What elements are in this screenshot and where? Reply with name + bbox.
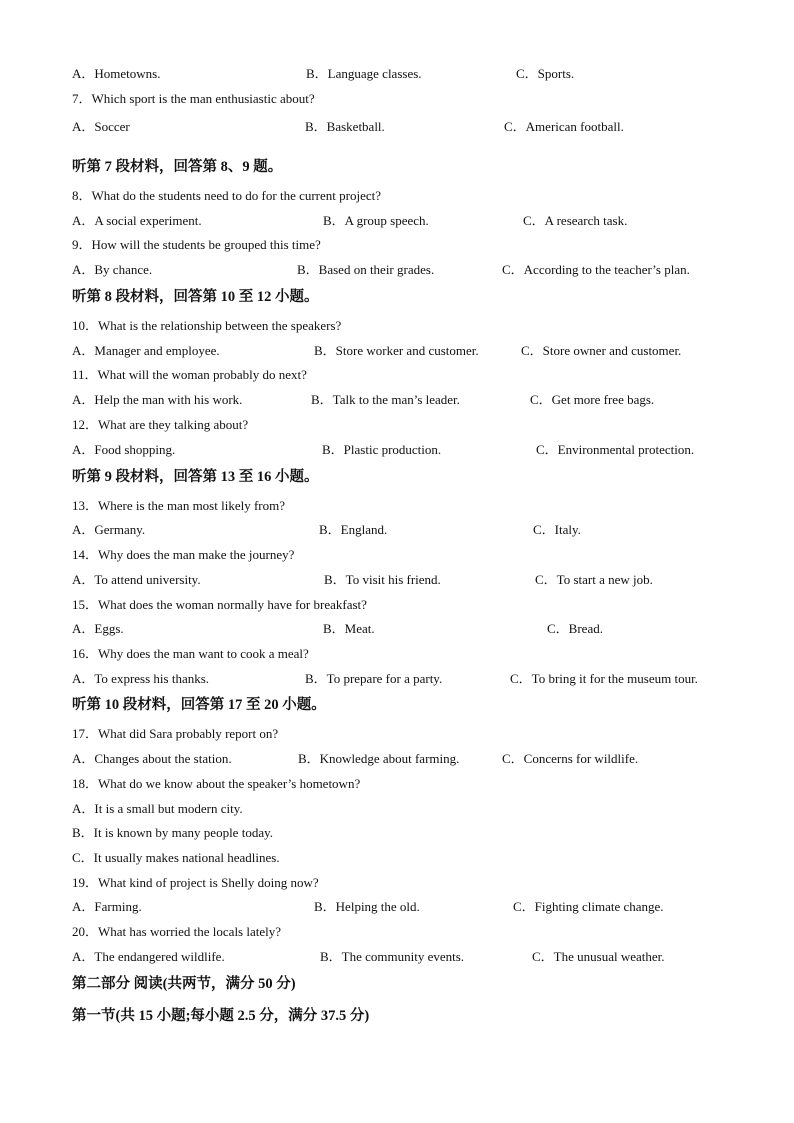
part-two-heading: 第二部分 阅读(共两节，满分 50 分) (72, 976, 296, 992)
q8-option-b: B．A group speech. (323, 213, 429, 228)
q20-option-b: B．The community events. (320, 949, 465, 964)
q9-stem: 9．How will the students be grouped this time? (72, 237, 321, 252)
q10-stem: 10．What is the relationship between the speakers? (72, 318, 342, 333)
q7-option-b: B．Basketball. (305, 119, 385, 134)
q19-option-b: B．Helping the old. (314, 899, 420, 914)
q8-stem: 8．What do the students need to do for the current project? (72, 188, 382, 203)
q17-option-a: A．Changes about the station. (72, 751, 232, 766)
q18-option-c: C．It usually makes national headlines. (72, 850, 280, 865)
q6-option-a: A．Hometowns. (72, 66, 161, 81)
q15-stem: 15．What does the woman normally have for breakfast? (72, 597, 367, 612)
q11-stem: 11．What will the woman probably do next? (72, 367, 307, 382)
q20-stem: 20．What has worried the locals lately? (72, 924, 282, 939)
q9-option-a: A．By chance. (72, 262, 153, 277)
q12-option-a: A．Food shopping. (72, 442, 176, 457)
q18-option-a: A．It is a small but modern city. (72, 801, 243, 816)
q19-stem: 19．What kind of project is Shelly doing now? (72, 875, 319, 890)
q13-stem: 13．Where is the man most likely from? (72, 498, 286, 513)
q13-option-b: B．England. (319, 522, 388, 537)
q17-option-c: C．Concerns for wildlife. (502, 751, 639, 766)
q19-option-a: A．Farming. (72, 899, 142, 914)
section-heading-10: 听第 10 段材料，回答第 17 至 20 小题。 (72, 697, 326, 713)
q12-stem: 12．What are they talking about? (72, 417, 249, 432)
q7-stem: 7．Which sport is the man enthusiastic about? (72, 91, 315, 106)
q11-option-c: C．Get more free bags. (530, 392, 655, 407)
q14-option-b: B．To visit his friend. (324, 572, 441, 587)
q9-option-c: C．According to the teacher’s plan. (502, 262, 690, 277)
q16-option-a: A．To express his thanks. (72, 671, 210, 686)
q11-option-a: A．Help the man with his work. (72, 392, 243, 407)
q17-option-b: B．Knowledge about farming. (298, 751, 460, 766)
q7-option-c: C．American football. (504, 119, 624, 134)
q16-option-c: C．To bring it for the museum tour. (510, 671, 698, 686)
q18-stem: 18．What do we know about the speaker’s hometown? (72, 776, 361, 791)
q15-option-a: A．Eggs. (72, 621, 124, 636)
part-two-section-one-heading: 第一节(共 15 小题;每小题 2.5 分，满分 37.5 分) (72, 1008, 370, 1024)
q10-option-c: C．Store owner and customer. (521, 343, 682, 358)
q17-stem: 17．What did Sara probably report on? (72, 726, 279, 741)
section-heading-9: 听第 9 段材料，回答第 13 至 16 小题。 (72, 469, 319, 485)
q8-option-a: A．A social experiment. (72, 213, 202, 228)
q13-option-a: A．Germany. (72, 522, 146, 537)
q14-stem: 14．Why does the man make the journey? (72, 547, 295, 562)
q15-option-c: C．Bread. (547, 621, 603, 636)
q8-option-c: C．A research task. (523, 213, 628, 228)
q20-option-a: A．The endangered wildlife. (72, 949, 225, 964)
q16-stem: 16．Why does the man want to cook a meal? (72, 646, 309, 661)
section-heading-8: 听第 8 段材料，回答第 10 至 12 小题。 (72, 289, 319, 305)
section-heading-7: 听第 7 段材料，回答第 8、9 题。 (72, 159, 283, 175)
q6-option-c: C．Sports. (516, 66, 575, 81)
q10-option-a: A．Manager and employee. (72, 343, 220, 358)
q10-option-b: B．Store worker and customer. (314, 343, 479, 358)
q12-option-c: C．Environmental protection. (536, 442, 695, 457)
q7-option-a: A．Soccer (72, 119, 130, 134)
q19-option-c: C．Fighting climate change. (513, 899, 664, 914)
q16-option-b: B．To prepare for a party. (305, 671, 443, 686)
q20-option-c: C．The unusual weather. (532, 949, 665, 964)
q9-option-b: B．Based on their grades. (297, 262, 435, 277)
q18-option-b: B．It is known by many people today. (72, 825, 273, 840)
q14-option-a: A．To attend university. (72, 572, 201, 587)
q14-option-c: C．To start a new job. (535, 572, 653, 587)
q13-option-c: C．Italy. (533, 522, 581, 537)
q12-option-b: B．Plastic production. (322, 442, 442, 457)
q15-option-b: B．Meat. (323, 621, 375, 636)
q6-option-b: B．Language classes. (306, 66, 422, 81)
q11-option-b: B．Talk to the man’s leader. (311, 392, 460, 407)
